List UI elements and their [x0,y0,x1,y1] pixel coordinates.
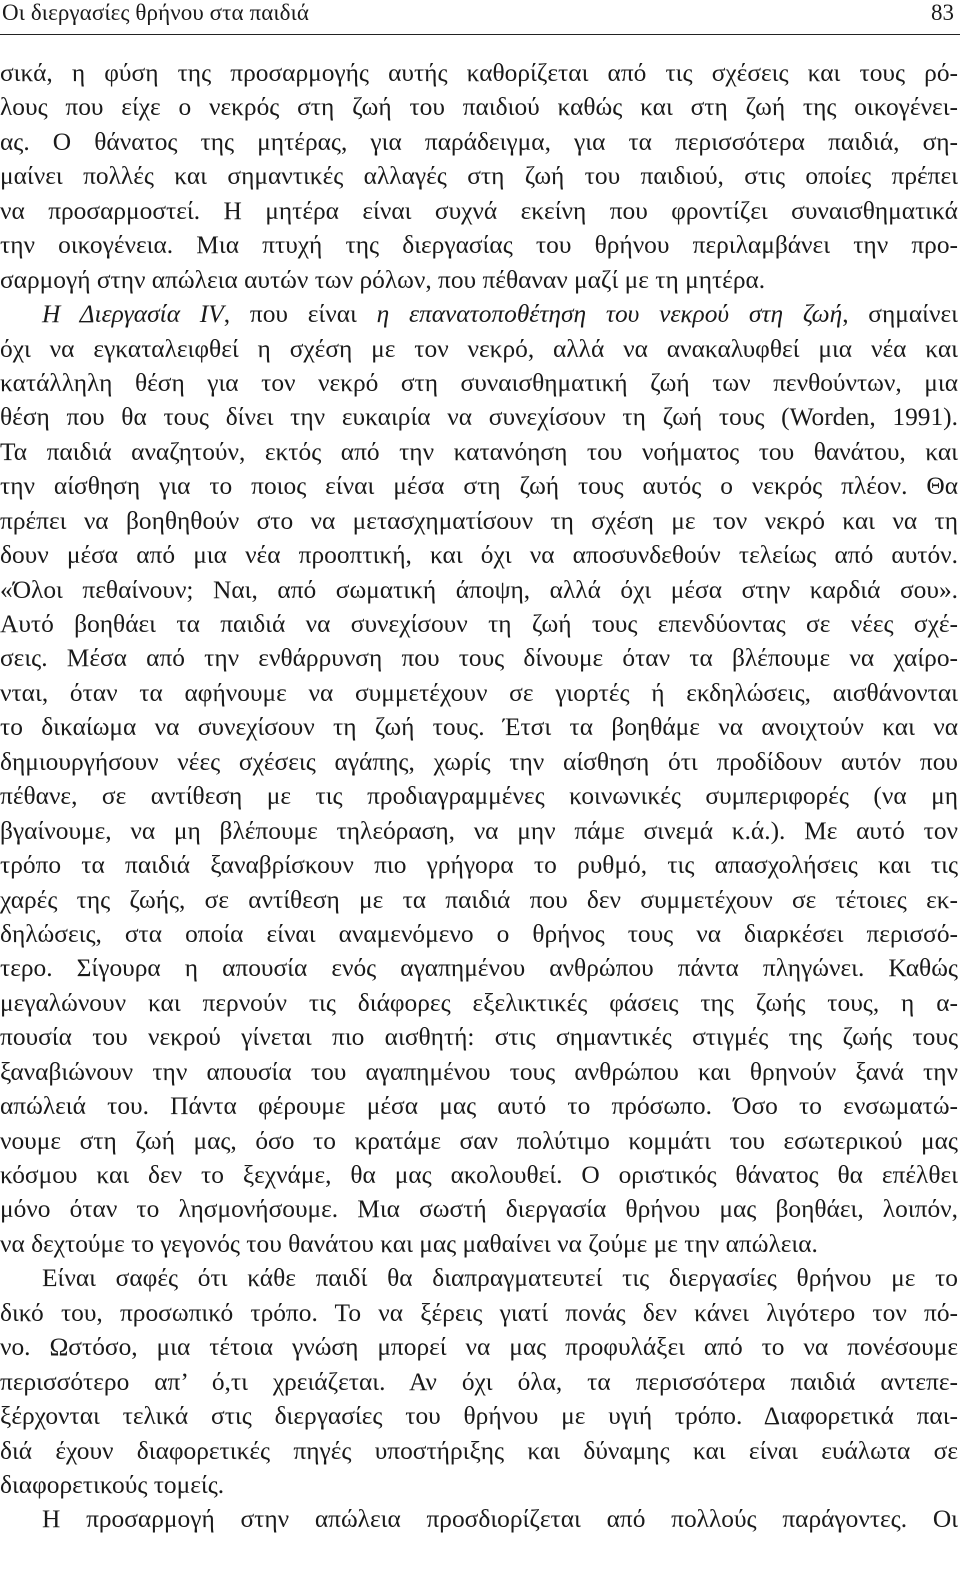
text-line [0,1502,958,1536]
text-line [0,332,958,366]
text-line [0,848,958,882]
text-line [0,1055,958,1089]
text-line [0,814,958,848]
text-line [0,1192,958,1226]
text-run: βγαίνουμε, να μη βλέπουμε τηλεόραση, να μην πάμε σινεμά κ.ά.). Με αυτό τον [0,816,958,845]
text-run: ξαναβιώνουν την απουσία του αγαπημένου τους ανθρώπου και θρηνούν ξανά την [0,1057,958,1086]
text-run: σεις. Μέσα από την ενθάρρυνση που τους δίνουμε όταν τα βλέπουμε να χαίρο- [0,644,958,673]
text-line [0,228,958,262]
text-run: όχι να εγκαταλειφθεί η σχέση με τον νεκρό, αλλά να ανακαλυφθεί μια νέα και [0,334,958,363]
text-line [0,56,958,90]
text-run: περισσότερο απ’ ό,τι χρειάζεται. Αν όχι όλα, τα περισσότερα παιδιά αντεπε- [0,1367,958,1396]
text-line [0,263,958,297]
text-line [0,917,958,951]
text-run: Αυτό βοηθάει τα παιδιά να συνεχίσουν τη ζωή τους επενδύοντας σε νέες σχέ- [0,610,958,638]
text-line [0,1434,958,1468]
text-run: το δικαίωμα να συνεχίσουν τη ζωή τους. Έτσι τα βοηθάμε να ανοιχτούν και να [0,713,958,742]
text-run: , που είναι [223,300,377,329]
text-line [0,1227,958,1261]
text-line [0,1261,958,1295]
text-line [0,1020,958,1054]
running-header [0,0,960,35]
text-line [0,883,958,917]
text-run: δημιουργήσουν νέες σχέσεις αγάπης, χωρίς την αίσθηση ότι προδίδουν αυτόν που [0,747,958,776]
text-run: δουν μέσα από μια νέα προοπτική, και όχι να αποσυνδεθούν τελείως από αυτόν. [0,541,958,570]
text-line [0,366,958,400]
text-run: νται, όταν τα αφήνουμε να συμμετέχουν σε γιορτές ή εκδηλώσεις, αισθάνονται [0,678,958,707]
text-line [0,1089,958,1123]
text-run: κόσμου και δεν το ξεχνάμε, θα μας ακολουθεί. Ο οριστικός θάνατος θα επέλθει [0,1161,958,1189]
text-run: νο. Ωστόσο, μια τέτοια γνώση μπορεί να μας προφυλάξει από το να πονέσουμε [0,1333,958,1362]
text-line [0,400,958,434]
page-number: 83 [931,0,954,25]
text-run: Τα παιδιά αναζητούν, εκτός από την κατανόηση του νοήματος του θανάτου, και [0,437,958,466]
text-run: διά έχουν διαφορετικές πηγές υποστήριξης και δύναμης και είναι ευάλωτα σε [0,1436,958,1465]
text-run: λους που είχε ο νεκρός στη ζωή του παιδιού καθώς και στη ζωή της οικογένει- [0,93,958,122]
text-run: να δεχτούμε το γεγονός του θανάτου και μας μαθαίνει να ζούμε με την απώλεια. [0,1229,818,1258]
text-line [0,607,958,641]
text-run: Είναι σαφές ότι κάθε παιδί θα διαπραγματευτεί τις διεργασίες θρήνου με το [42,1264,958,1293]
text-line [0,1365,958,1399]
text-line [0,641,958,675]
text-run: πουσία του νεκρού γίνεται πιο αισθητή: στις σημαντικές στιγμές της ζωής τους [0,1023,958,1052]
text-line [0,1124,958,1158]
text-run: , σημαίνει [842,300,958,329]
paragraph [0,56,960,297]
text-line [0,745,958,779]
text-run: νουμε στη ζωή μας, όσο το κρατάμε σαν πολύτιμο κομμάτι του εσωτερικού μας [0,1126,958,1155]
text-line [0,1399,958,1433]
running-title: Οι διεργασίες θρήνου στα παιδιά [2,0,310,25]
text-line [0,469,958,503]
text-run: απώλειά του. Πάντα φέρουμε μέσα μας αυτό το πρόσωπο. Όσο το ενσωματώ- [0,1092,958,1121]
text-run: την αίσθηση για το ποιος είναι μέσα στη ζωή τους αυτός ο νεκρός πλέον. Θα [0,472,958,501]
text-run: μόνο όταν το λησμονήσουμε. Μια σωστή διεργασία θρήνου μας βοηθάει, λοιπόν, [0,1195,958,1224]
text-run: ξέρχονται τελικά στις διεργασίες του θρήνου με υγιή τρόπο. Διαφορετικά παι- [0,1402,958,1431]
text-run: Η προσαρμογή στην απώλεια προσδιορίζεται από πολλούς παράγοντες. Οι [42,1505,958,1534]
text-line [0,504,958,538]
paragraph [0,297,960,1261]
italic-text: η επανατοποθέτηση του νεκρού στη ζωή [376,300,843,329]
text-line [0,951,958,985]
text-run: να προσαρμοστεί. Η μητέρα είναι συχνά εκείνη που φροντίζει συναισθηματικά [0,196,958,225]
text-line [0,194,958,228]
text-line [0,538,958,572]
text-line [0,435,958,469]
text-run: πρέπει να βοηθηθούν στο να μετασχηματίσουν τη σχέση με τον νεκρό και να τη [0,506,958,535]
text-run: δικό του, προσωπικό τρόπο. Το να ξέρεις γιατί πονάς δεν κάνει λιγότερο τον πό- [0,1298,958,1327]
text-line [0,986,958,1020]
text-run: κατάλληλη θέση για τον νεκρό στη συναισθηματική ζωή των πενθούντων, μια [0,368,958,397]
text-line [0,297,958,331]
text-run: δηλώσεις, στα οποία είναι αναμενόμενο ο θρήνος τους να διαρκέσει περισσό- [0,919,958,948]
text-line [0,573,958,607]
text-run: τερο. Σίγουρα η απουσία ενός αγαπημένου ανθρώπου πάντα πληγώνει. Καθώς [0,954,958,983]
text-run: πέθανε, σε αντίθεση με τις προδιαγραμμένες κοινωνικές συμπεριφορές (να μη [0,782,958,811]
text-line [0,90,958,124]
paragraph [0,1261,960,1502]
text-line [0,710,958,744]
text-run: σαρμογή στην απώλεια αυτών των ρόλων, που πέθαναν μαζί με τη μητέρα. [0,265,766,294]
text-line [0,159,958,193]
italic-text: Η Διεργασία IV [42,300,224,329]
text-line [0,779,958,813]
text-run: ας. Ο θάνατος της μητέρας, για παράδειγμα, για τα περισσότερα παιδιά, ση- [0,127,958,156]
text-line [0,676,958,710]
text-line [0,125,958,159]
text-line [0,1296,958,1330]
text-run: χαρές της ζωής, σε αντίθεση με τα παιδιά που δεν συμμετέχουν σε τέτοιες εκ- [0,885,958,914]
text-line [0,1330,958,1364]
text-line [0,1468,958,1502]
text-run: μεγαλώνουν και περνούν τις διάφορες εξελικτικές φάσεις της ζωής τους, η α- [0,988,958,1017]
text-run: διαφορετικούς τομείς. [0,1470,225,1499]
text-run: τρόπο τα παιδιά ξαναβρίσκουν πιο γρήγορα το ρυθμό, τις απασχολήσεις και τις [0,851,958,880]
text-run: σικά, η φύση της προσαρμογής αυτής καθορίζεται από τις σχέσεις και τους ρό- [0,59,958,87]
text-run: «Όλοι πεθαίνουν; Ναι, από σωματική άποψη, αλλά όχι μέσα στην καρδιά σου». [0,575,958,604]
text-run: την οικογένεια. Μια πτυχή της διεργασίας του θρήνου περιλαμβάνει την προ- [0,231,958,260]
text-run: μαίνει πολλές και σημαντικές αλλαγές στη ζωή του παιδιού, στις οποίες πρέπει [0,162,958,191]
body-text [0,56,960,1537]
text-line [0,1158,958,1192]
paragraph [0,1502,960,1536]
text-run: θέση που θα τους δίνει την ευκαιρία να συνεχίσουν τη ζωή τους (Worden, 1991). [0,403,958,432]
